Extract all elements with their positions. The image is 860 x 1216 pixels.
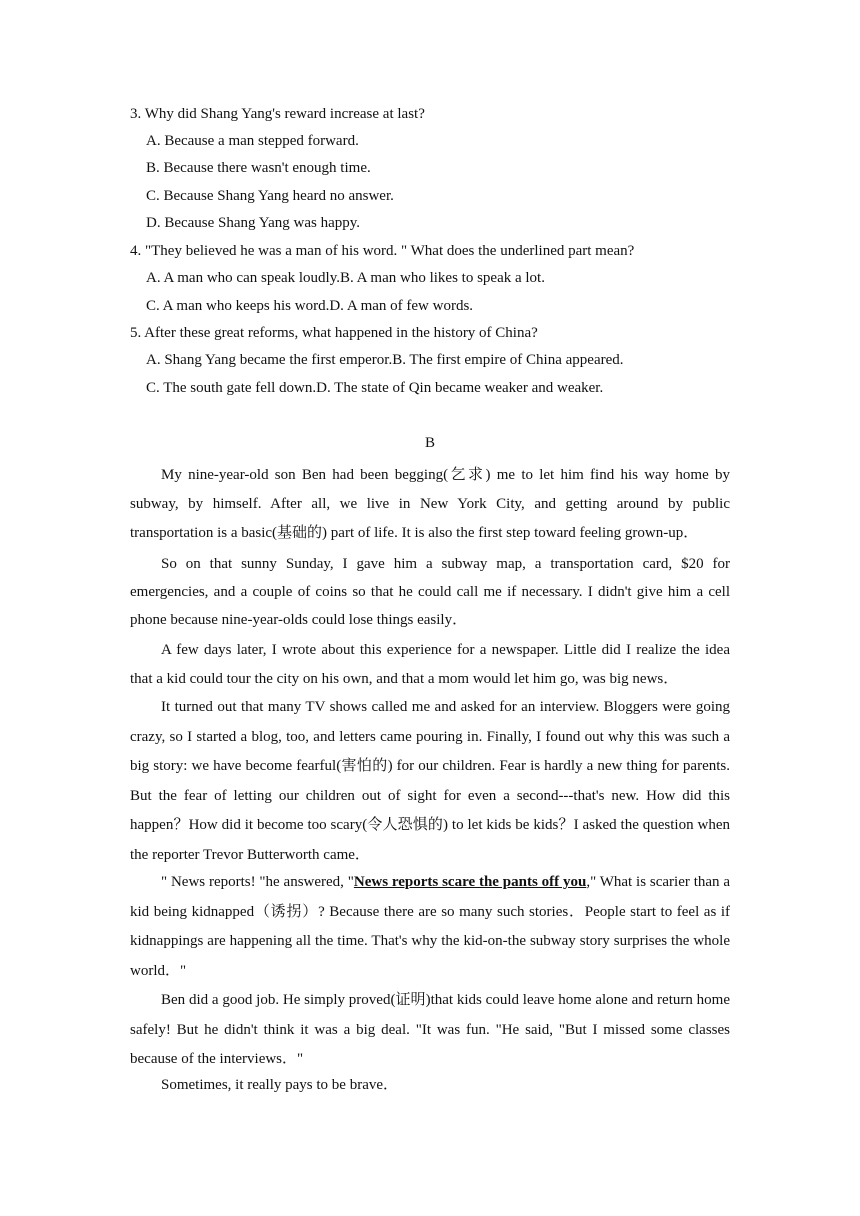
passage-paragraph-1: My nine-year-old son Ben had been begging(乞求) me to let him find his way home by subway, by himself. After all, we live in New York City, and getting around by public transportation is a basic(基础的) part of life. It is also the first step toward feeling grown-up．: [130, 467, 730, 541]
question-5-options-ab: A. Shang Yang became the first emperor.B. The first empire of China appeared.: [146, 352, 624, 368]
question-3-option-a: A. Because a man stepped forward.: [146, 133, 359, 149]
passage-paragraph-2: So on that sunny Sunday, I gave him a subway map, a transportation card, $20 for emergencies, and a couple of coins so that he could call me if necessary. I didn't give him a cell phone because nine-year-olds could lose things easily．: [130, 556, 730, 628]
section-label: B: [424, 435, 435, 451]
question-5-stem: 5. After these great reforms, what happened in the history of China?: [130, 325, 538, 341]
passage-paragraph-5: [130, 868, 730, 986]
question-3-stem: 3. Why did Shang Yang's reward increase at last?: [130, 106, 425, 122]
paragraph-5-rest: ," What is scarier than a kid being kidnapped（诱拐）? Because there are so many such stories．People start to feel as if kidnappings are happening all the time. That's why the kid-on-the subway story surprises the whole world．": [130, 874, 731, 979]
passage-paragraph-4: It turned out that many TV shows called me and asked for an interview. Bloggers were going crazy, so I started a blog, too, and letters came pouring in. Finally, I found out why this was such a big story: we have become fearful(害怕的) for our children. Fear is hardly a new thing for parents. But the fear of letting our children out of sight for even a second---that's new. How did this happen？How did it become too scary(令人恐惧的) to let kids be kids？I asked the question when the reporter Trevor Butterworth came．: [130, 699, 730, 863]
passage-paragraph-6: Ben did a good job. He simply proved(证明)that kids could leave home alone and return home safely! But he didn't think it was a big deal. "It was fun. "He said, "But I missed some classes because of the interviews．": [130, 992, 730, 1067]
question-5-options-cd: C. The south gate fell down.D. The state of Qin became weaker and weaker.: [146, 380, 604, 396]
question-4-options-ab: A. A man who can speak loudly.B. A man who likes to speak a lot.: [146, 270, 545, 286]
question-4-stem: 4. "They believed he was a man of his word. " What does the underlined part mean?: [130, 243, 635, 259]
passage-paragraph-7: Sometimes, it really pays to be brave．: [161, 1077, 399, 1093]
passage-paragraph-3: A few days later, I wrote about this experience for a newspaper. Little did I realize the idea that a kid could tour the city on his own, and that a mom would let him go, was big news．: [130, 642, 730, 687]
paragraph-5-lead: " News reports! "he answered, ": [161, 874, 354, 890]
question-4-options-cd: C. A man who keeps his word.D. A man of few words.: [146, 298, 474, 314]
question-3-option-b: B. Because there wasn't enough time.: [146, 160, 371, 176]
underlined-phrase: News reports scare the pants off you: [353, 874, 587, 890]
question-3-option-c: C. Because Shang Yang heard no answer.: [146, 188, 394, 204]
question-3-option-d: D. Because Shang Yang was happy.: [146, 215, 360, 231]
